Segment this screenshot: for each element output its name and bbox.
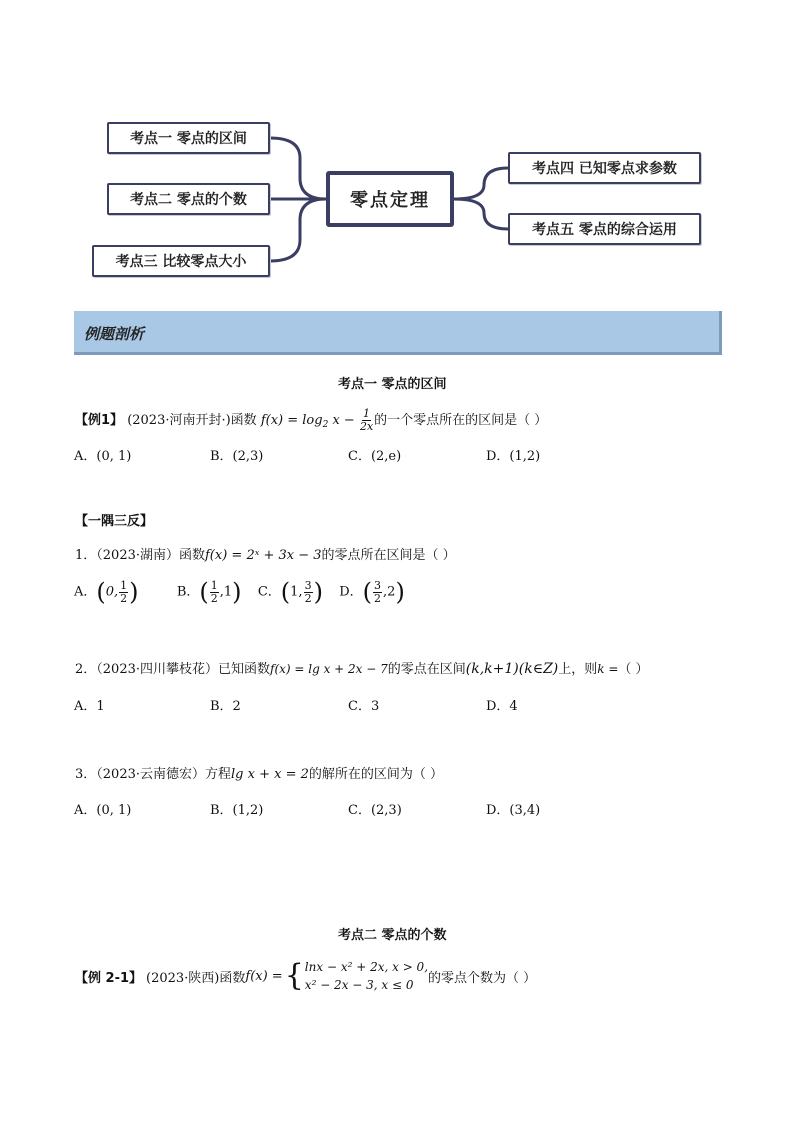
example1-option-d: D．(1,2) xyxy=(486,449,541,464)
q2-option-a: A．1 xyxy=(74,699,105,714)
q3-option-d: D．(3,4) xyxy=(486,803,541,818)
example2-tag: 【例 2-1】 xyxy=(75,970,143,986)
example1-source: (2023·河南开封·)函数 xyxy=(127,413,257,428)
section-header-bar xyxy=(74,311,722,355)
q2-option-c: C．3 xyxy=(348,699,380,714)
example1-func2: x − xyxy=(332,413,355,428)
example1-fraction: $\frac{1}{2x}$ xyxy=(359,407,374,433)
example1-option-b: B．(2,3) xyxy=(210,449,264,464)
q1-func: f(x) = 2ˣ + 3x − 3 xyxy=(205,548,322,563)
example1-stem: 【例1】 (2023·河南开封·)函数 $f(x) = \log_2 x$ − $\frac{1}{2x}$ 的一个零点所在的区间是（ ） xyxy=(75,407,548,433)
example2-source: (2023·陕西)函数 xyxy=(146,970,246,986)
q3-stem: 3．（2023·云南德宏）方程lg x + x = 2的解所在的区间为（ ） xyxy=(75,767,444,782)
q1-options: A．(0, $\frac{1}{2}$ ) B．( $\frac{1}{2}$ ,1) C．(1, $\frac{3}{2}$ ) D．( $\frac{3}{2}$ ,2) xyxy=(74,578,405,606)
q2-option-d: D．4 xyxy=(486,699,518,714)
example1-func: f(x) = log xyxy=(260,413,323,428)
q2-interval: (k,k+1)(k∈Z) xyxy=(465,661,559,677)
example2-func: f(x) = xyxy=(245,968,283,984)
mindmap-node-topic2: 考点二 零点的个数 xyxy=(107,183,270,215)
example1-tail: 的一个零点所在的区间是（ ） xyxy=(374,413,548,428)
mindmap-node-topic5: 考点五 零点的综合运用 xyxy=(508,213,701,245)
example1-tag: 【例1】 xyxy=(75,413,124,428)
topic1-title: 考点一 零点的区间 xyxy=(338,377,447,392)
q1-stem: 1．（2023·湖南）函数f(x) = 2ˣ + 3x − 3的零点所在区间是（ ） xyxy=(75,548,456,563)
q3-option-b: B．(1,2) xyxy=(210,803,264,818)
section-title: 例题剖析 xyxy=(84,325,145,343)
mindmap-node-topic4: 考点四 已知零点求参数 xyxy=(508,152,701,184)
example2-piecewise: lnx − x² + 2x, x > 0, x² − 2x − 3, x ≤ 0 xyxy=(304,960,429,992)
q2-stem: 2．（2023·四川攀枝花）已知函数f(x) = lg x + 2x − 7的零点在区间(k,k+1)(k∈Z)上，则k =（ ） xyxy=(75,661,649,677)
example2-stem: 【例 2-1】 (2023·陕西)函数 f(x) = { lnx − x² + 2x, x > 0, x² − 2x − 3, x ≤ 0 的零点个数为（ ） xyxy=(75,958,537,993)
q2-option-b: B．2 xyxy=(210,699,241,714)
practice-tag: 【一隅三反】 xyxy=(75,514,154,529)
q3-equation: lg x + x = 2 xyxy=(231,767,309,782)
topic2-title: 考点二 零点的个数 xyxy=(338,928,447,943)
q3-option-a: A．(0, 1) xyxy=(74,803,132,818)
q3-option-c: C．(2,3) xyxy=(348,803,402,818)
example1-option-c: C．(2,e) xyxy=(348,449,402,464)
example1-option-a: A．(0, 1) xyxy=(74,449,132,464)
mindmap-center-node: 零点定理 xyxy=(326,171,454,227)
example2-tail: 的零点个数为（ ） xyxy=(428,970,537,986)
mindmap-node-topic3: 考点三 比较零点大小 xyxy=(92,245,270,277)
q2-func: f(x) = lg x + 2x − 7 xyxy=(270,662,388,676)
mindmap-node-topic1: 考点一 零点的区间 xyxy=(107,122,270,154)
